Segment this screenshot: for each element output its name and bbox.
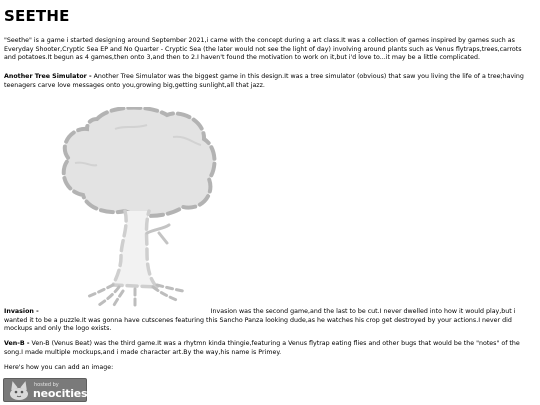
hosted-by-neocities-badge[interactable] bbox=[3, 378, 87, 402]
badge-brand-text: neocities bbox=[33, 387, 88, 400]
game-name: Another Tree Simulator - bbox=[4, 73, 92, 80]
game-description: Another Tree Simulator was the biggest game in this design.It was a tree simulator (obvious) that saw you living the life of a tree;having teenagers carve love messages onto you,growing big,getting sunlight,all that jazz. bbox=[4, 73, 524, 89]
game-name: Invasion - bbox=[4, 308, 39, 315]
image-note: Here's how you can add an image: bbox=[4, 364, 114, 371]
badge-small-text: hosted by bbox=[34, 382, 59, 388]
game-section-ven-b bbox=[4, 340, 532, 357]
game-name: Ven-B - bbox=[4, 340, 30, 347]
page-title: SEETHE bbox=[4, 7, 70, 25]
game-description: Invasion was the second game,and the last to be cut.I never dwelled into how it would play,but i wanted it to be a puzzle.It was gonna have cutscenes featuring this Sancho Panza looking dude,as he watches his crop get destroyed by your actions.I never did mockups and only the logo exists. bbox=[4, 308, 516, 333]
neocities-cat-icon bbox=[7, 381, 31, 401]
tree-image bbox=[55, 107, 225, 307]
game-section-invasion bbox=[4, 308, 532, 334]
game-section-tree-simulator bbox=[4, 73, 532, 90]
intro-paragraph: "Seethe" is a game i started designing around September 2021,i came with the concept during a art class.It was a collection of games inspired by games such as Everyday Shooter,Cryptic Sea EP and No Quarter - Cryptic Sea (the later would not see the light of day) involving around plants such as Venus flytraps,trees,carrots and potatoes.It begun as 4 games,then onto 3,and then to 2.I haven't found the motivation to work on it,but i'd love to...it may be a little complicated. bbox=[4, 37, 522, 62]
game-description: Ven-B (Venus Beat) was the third game.It was a rhytmn kinda thingie,featuring a Venus flytrap eating flies and other bugs that would be the "notes" of the song.I made multiple mockups,and i made character art.By the way,his name is Primey. bbox=[4, 340, 520, 356]
